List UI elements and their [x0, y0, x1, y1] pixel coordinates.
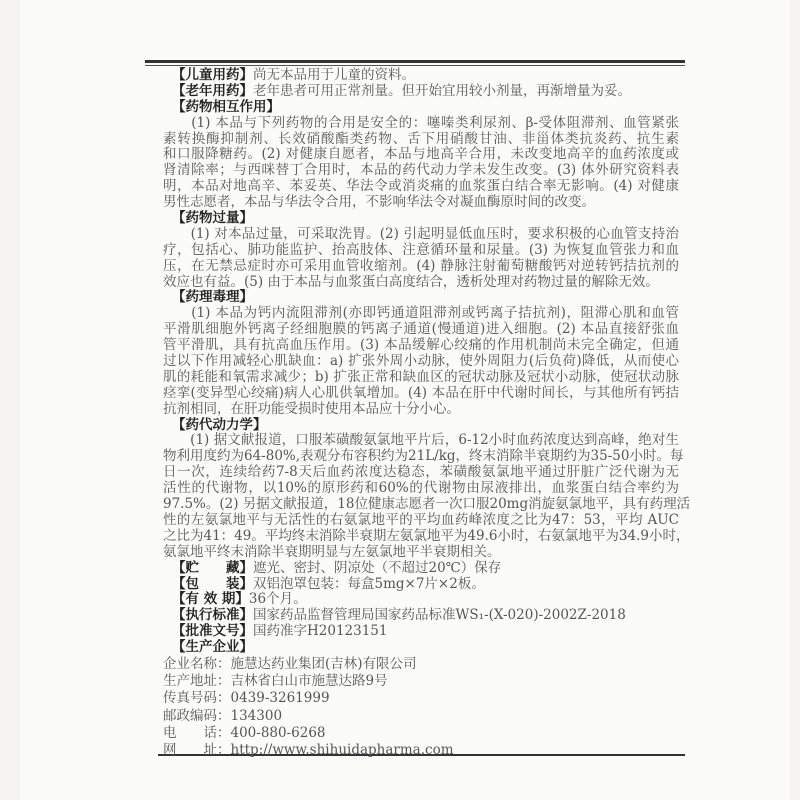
top-rule	[145, 60, 685, 63]
section-text: 国家药品监督管理局国家药品标准WS₁-(X-020)-2002Z-2018	[253, 607, 626, 624]
paragraph-line: 压，在无禁忌症时亦可采用血管收缩剂。(4) 静脉注射葡萄糖酸钙对逆转钙拮抗剂的	[163, 257, 679, 274]
info-value: 0439-3261999	[230, 690, 330, 707]
section-title: 【老年用药】	[172, 82, 253, 99]
section-heading	[172, 290, 679, 306]
paragraph-line: 疗，包括心、肺功能监护、抬高肢体、注意循环量和尿量。(3) 为恢复血管张力和血	[163, 241, 679, 258]
section-text: 遮光、密封、阴凉处（不超过20℃）保存	[253, 559, 502, 576]
paragraph-line: 素转换酶抑制剂、长效硝酸酯类药物、舌下用硝酸甘油、非甾体类抗炎药、抗生素	[163, 130, 679, 147]
section-title: 【包 装】	[172, 575, 253, 592]
info-label: 网 址：	[163, 741, 231, 758]
paragraph-line: 物利用度约为64-80%,表观分布容积约为21L/kg，终末消除半衰期约为35-50小时。每	[163, 448, 684, 465]
paragraph-line: (1) 据文献报道，口服苯磺酸氨氯地平片后，6-12小时血药浓度达到高峰，绝对生	[163, 432, 679, 449]
paragraph-line: (1) 对本品过量，可采取洗胃。(2) 引起明显低血压时，要求积极的心血管支持治	[163, 225, 679, 242]
info-label: 电 话：	[163, 724, 231, 741]
section-heading	[172, 100, 679, 116]
paragraph-line: 肌的耗能和氧需求减少；b) 扩张正常和缺血区的冠状动脉及冠状小动脉，使冠状动脉	[163, 368, 679, 385]
section-title: 【执行标准】	[172, 607, 253, 624]
paragraph-line: 抗剂相同，在肝功能受损时使用本品应十分小心。	[163, 400, 460, 417]
section-heading	[172, 624, 679, 640]
section-title: 【药理毒理】	[172, 289, 253, 306]
manufacturer-info-row	[163, 673, 679, 690]
section-heading	[172, 577, 679, 593]
info-label: 邮政编码：	[163, 707, 231, 724]
manufacturer-info-row	[163, 725, 679, 742]
section-heading	[172, 608, 679, 624]
paragraph-line: 97.5%。(2) 另据文献报道，18位健康志愿者一次口服20mg消旋氨氯地平，具有药理活	[163, 496, 691, 513]
section-title: 【贮 藏】	[172, 559, 253, 576]
paragraph-line: 性的左氨氯地平与无活性的右氨氯地平的平均血药峰浓度之比为47：53，平均 AUC	[163, 511, 679, 528]
manufacturer-info-row	[163, 742, 679, 759]
section-text: 老年患者可用正常剂量。但开始宜用较小剂量，再渐增量为妥。	[253, 82, 631, 99]
insert-content	[163, 67, 691, 759]
manufacturer-info-row	[163, 656, 679, 673]
section-text: 36个月。	[248, 591, 307, 608]
info-value[interactable]: http://www.shihuidapharma.com	[230, 741, 454, 758]
paragraph-line: 之比为41：49。平均终末消除半衰期左氨氯地平为49.6小时，右氨氯地平为34.9小时，	[163, 527, 690, 544]
section-heading	[172, 640, 679, 656]
section-title: 【药代动力学】	[172, 416, 267, 433]
info-label: 传真号码：	[163, 690, 231, 707]
section-heading	[172, 68, 679, 84]
section-heading	[172, 592, 679, 608]
manufacturer-info-row	[163, 708, 679, 725]
paragraph-line: 活性的代谢物，以10%的原形药和60%的代谢物由尿液排出，血浆蛋白结合率约为	[163, 480, 679, 497]
top-rule-thin	[145, 65, 685, 66]
paragraph-line: 日一次，连续给药7-8天后血药浓度达稳态，苯磺酸氨氯地平通过肝脏广泛代谢为无	[163, 464, 679, 481]
section-text: 尚无本品用于儿童的资料。	[253, 67, 415, 83]
paragraph-line: 氨氯地平终末消除半衰期明显与左氨氯地平半衰期相关。	[163, 543, 501, 560]
section-text: 国药准字H20123151	[253, 623, 388, 640]
paragraph-line: 明，本品对地高辛、苯妥英、华法令或消炎痛的血浆蛋白结合率无影响。(4) 对健康	[163, 178, 679, 195]
section-title: 【儿童用药】	[172, 67, 253, 83]
section-heading	[172, 211, 679, 227]
section-title: 【批准文号】	[172, 623, 253, 640]
info-label: 企业名称：	[163, 655, 231, 672]
section-text: 双铝泡罩包装：每盒5mg×7片×2板。	[253, 575, 485, 592]
paragraph-line: 平滑肌细胞外钙离子经细胞膜的钙离子通道(慢通道)进入细胞。(2) 本品直接舒张血	[163, 321, 679, 338]
section-title: 【药物相互作用】	[172, 98, 280, 115]
info-label: 生产地址：	[163, 673, 231, 690]
section-title: 【药物过量】	[172, 210, 253, 227]
section-title: 【生产企业】	[172, 639, 253, 656]
paragraph-line: 效应也有益。(5) 由于本品与血浆蛋白高度结合，透析处理对药物过量的解除无效。	[163, 273, 659, 290]
manufacturer-info-row	[163, 690, 679, 707]
section-heading	[172, 561, 679, 577]
paragraph-line: (1) 本品为钙内流阻滞剂(亦即钙通道阻滞剂或钙离子拮抗剂)，阻滞心肌和血管	[163, 305, 679, 322]
paragraph-line: 男性志愿者，本品与华法令合用，不影响华法令对凝血酶原时间的改变。	[163, 194, 595, 211]
section-heading	[172, 84, 679, 100]
info-value: 400-880-6268	[230, 724, 326, 741]
paragraph-line: 和口服降糖药。(2) 对健康自愿者，本品与地高辛合用，未改变地高辛的血药浓度或	[163, 146, 679, 163]
paragraph-line: 管平滑肌，具有抗高血压作用。(3) 本品缓解心绞痛的作用机制尚未完全确定，但通	[163, 337, 679, 354]
info-value: 吉林省白山市施慧达路9号	[230, 673, 388, 690]
paragraph-line: 痉挛(变异型心绞痛)病人心肌供氧增加。(4) 本品在肝中代谢时间长，与其他所有钙拮	[163, 384, 679, 401]
info-value: 施慧达药业集团(吉林)有限公司	[230, 655, 417, 672]
section-title: 【有 效 期】	[172, 591, 249, 608]
info-value: 134300	[230, 707, 283, 724]
paragraph-line: 过以下作用减轻心肌缺血：a) 扩张外周小动脉，使外周阻力(后负荷)降低，从而使心	[163, 353, 679, 370]
paragraph-line: 肾清除率；与西咪替丁合用时，本品的药代动力学未发生改变。(3) 体外研究资料表	[163, 162, 679, 179]
paragraph-line: (1) 本品与下列药物的合用是安全的：噻嗪类利尿剂、β-受体阻滞剂、血管紧张	[163, 114, 679, 131]
